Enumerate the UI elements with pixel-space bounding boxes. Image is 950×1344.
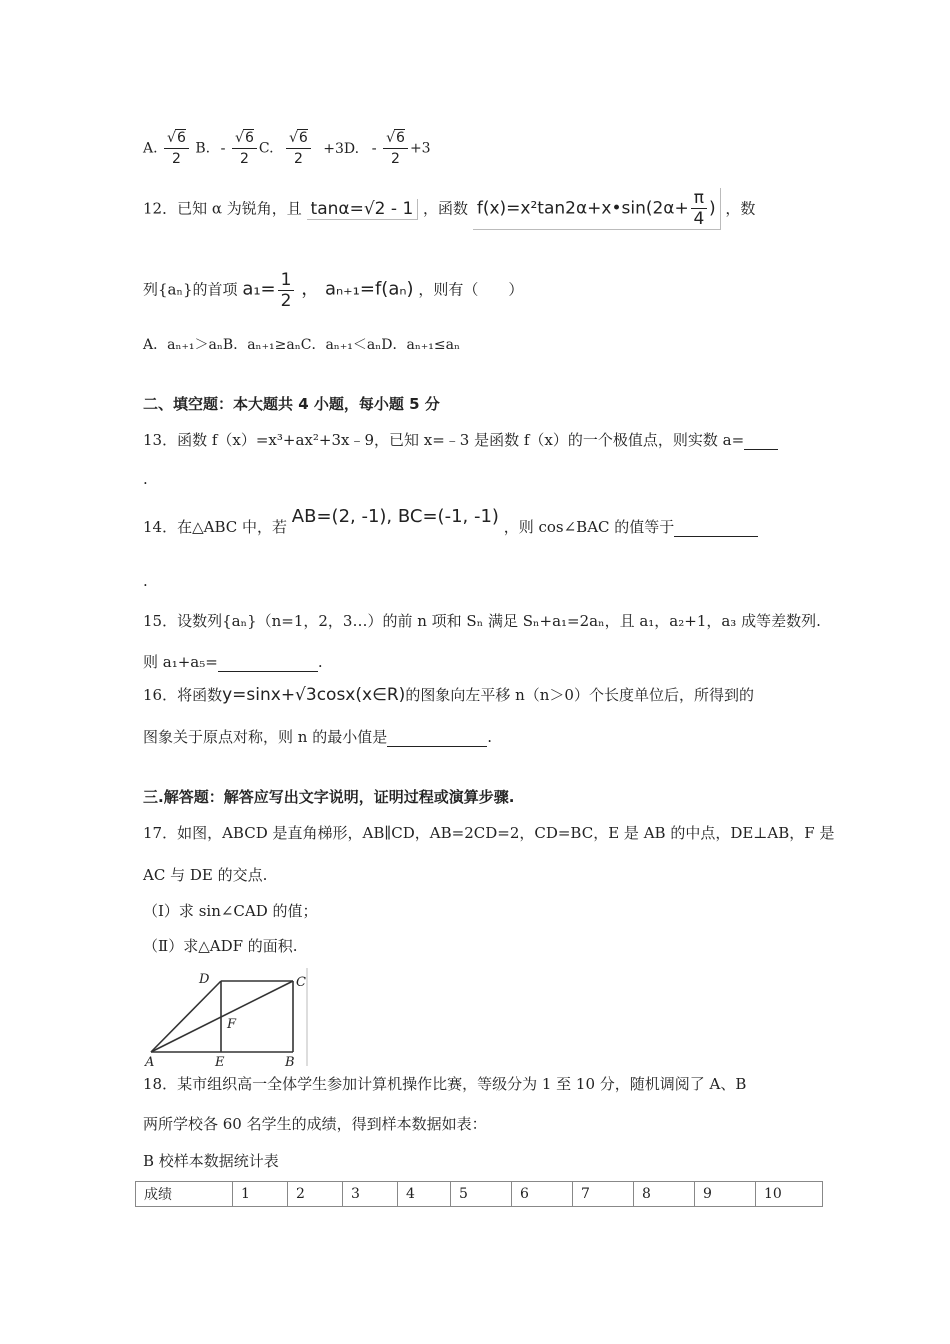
q17-part2: （Ⅱ）求△ADF 的面积. <box>143 937 298 955</box>
label-b: B <box>285 1055 295 1068</box>
q12-options: A．aₙ₊₁＞aₙB．aₙ₊₁≥aₙC．aₙ₊₁＜aₙD．aₙ₊₁≤aₙ <box>143 337 461 353</box>
q17-line2: AC 与 DE 的交点. <box>143 866 268 884</box>
fraction-c: $\frac{√6}{2}$ <box>286 128 311 169</box>
fraction-a: $\frac{√6}{2}$ <box>164 128 189 169</box>
segment-da <box>151 981 221 1052</box>
segment-ac <box>151 981 293 1052</box>
table-header-cell: 成绩 <box>136 1182 233 1207</box>
q11-options: A. $\frac{√6}{2}$ B. - $\frac{√6}{2}$ C. $\frac{√6}{2}$ +3D. - $\frac{√6}{2}$ +3 <box>143 130 431 167</box>
q18-line2: 两所学校各 60 名学生的成绩，得到样本数据如表： <box>143 1115 487 1133</box>
label-f: F <box>227 1017 237 1032</box>
table-header-cell: 1 <box>233 1182 288 1207</box>
section-2-heading: 二、填空题：本大题共 4 小题，每小题 5 分 <box>143 395 440 413</box>
table-header-cell: 10 <box>756 1182 823 1207</box>
tan-expression: tanα=√2 - 1 <box>307 199 419 220</box>
answer-blank <box>218 653 318 672</box>
table-header-cell: 8 <box>634 1182 695 1207</box>
label-a: A <box>145 1055 155 1068</box>
fraction-d: $\frac{√6}{2}$ <box>383 128 408 169</box>
q15-line1: 15．设数列{aₙ}（n=1，2，3…）的前 n 项和 Sₙ 满足 Sₙ+a₁=2aₙ，且 a₁，a₂+1，a₃ 成等差数列. <box>143 612 821 630</box>
q13-dot: . <box>143 470 148 488</box>
table-header-cell: 5 <box>451 1182 512 1207</box>
table-row <box>136 1182 823 1207</box>
table-title: B 校样本数据统计表 <box>143 1152 279 1170</box>
q18-line1: 18．某市组织高一全体学生参加计算机操作比赛，等级分为 1 至 10 分，随机调阅了 A、B <box>143 1075 747 1093</box>
section-3-heading: 三.解答题：解答应写出文字说明，证明过程或演算步骤. <box>143 788 515 806</box>
q17-line1: 17．如图，ABCD 是直角梯形，AB∥CD，AB=2CD=2，CD=BC，E 是 AB 的中点，DE⊥AB，F 是 <box>143 824 835 842</box>
function-expression: f(x)=x²tan2α+x•sin(2α+ $\frac{\pi}{4}$ ) <box>473 188 721 230</box>
q17-part1: （Ⅰ）求 sin∠CAD 的值； <box>143 902 318 920</box>
table-header-cell: 4 <box>398 1182 451 1207</box>
q15-line2: 则 a₁+a₅= . <box>143 653 323 671</box>
q13-text: 13．函数 f（x）=x³+ax²+3x﹣9，已知 x=﹣3 是函数 f（x）的一个极值点，则实数 a= <box>143 429 778 450</box>
q16-line1: 16．将函数y=sinx+√3cosx(x∈R)的图象向左平移 n（n＞0）个长度单位后，所得到的 <box>143 685 754 705</box>
table-header-cell: 3 <box>343 1182 398 1207</box>
table-header-cell: 7 <box>573 1182 634 1207</box>
q14-dot: . <box>143 572 148 590</box>
table-header-cell: 9 <box>695 1182 756 1207</box>
answer-blank <box>744 431 778 450</box>
table-header-cell: 6 <box>512 1182 573 1207</box>
fraction-half: $\frac{1}{2}$ <box>278 270 295 311</box>
q12-line1: 12．已知 α 为锐角，且 tanα=√2 - 1 ，函数 f(x)=x²tan2α+x•sin(2α+ $\frac{\pi}{4}$ ) ，数 <box>143 188 756 229</box>
score-table <box>135 1181 823 1207</box>
answer-blank <box>674 518 758 537</box>
q12-line2: 列{aₙ}的首项 a₁= $\frac{1}{2}$ ， aₙ₊₁=f(aₙ) ，则有（ ） <box>143 270 524 311</box>
fraction-b: $\frac{√6}{2}$ <box>232 128 257 169</box>
label-d: D <box>199 972 210 987</box>
function-expression: y=sinx+√3cosx(x∈R) <box>222 685 406 705</box>
q16-line2: 图象关于原点对称，则 n 的最小值是 . <box>143 728 492 746</box>
vector-expression: AB=(2, -1), BC=(-1, -1) <box>291 506 499 527</box>
label-c: C <box>296 975 306 990</box>
label-e: E <box>215 1055 225 1068</box>
table-header-cell: 2 <box>288 1182 343 1207</box>
q14-text: 14．在△ABC 中，若 AB=(2, -1), BC=(-1, -1) ，则 cos∠BAC 的值等于 <box>143 516 758 537</box>
trapezoid-figure <box>143 968 313 1068</box>
answer-blank <box>387 728 487 747</box>
